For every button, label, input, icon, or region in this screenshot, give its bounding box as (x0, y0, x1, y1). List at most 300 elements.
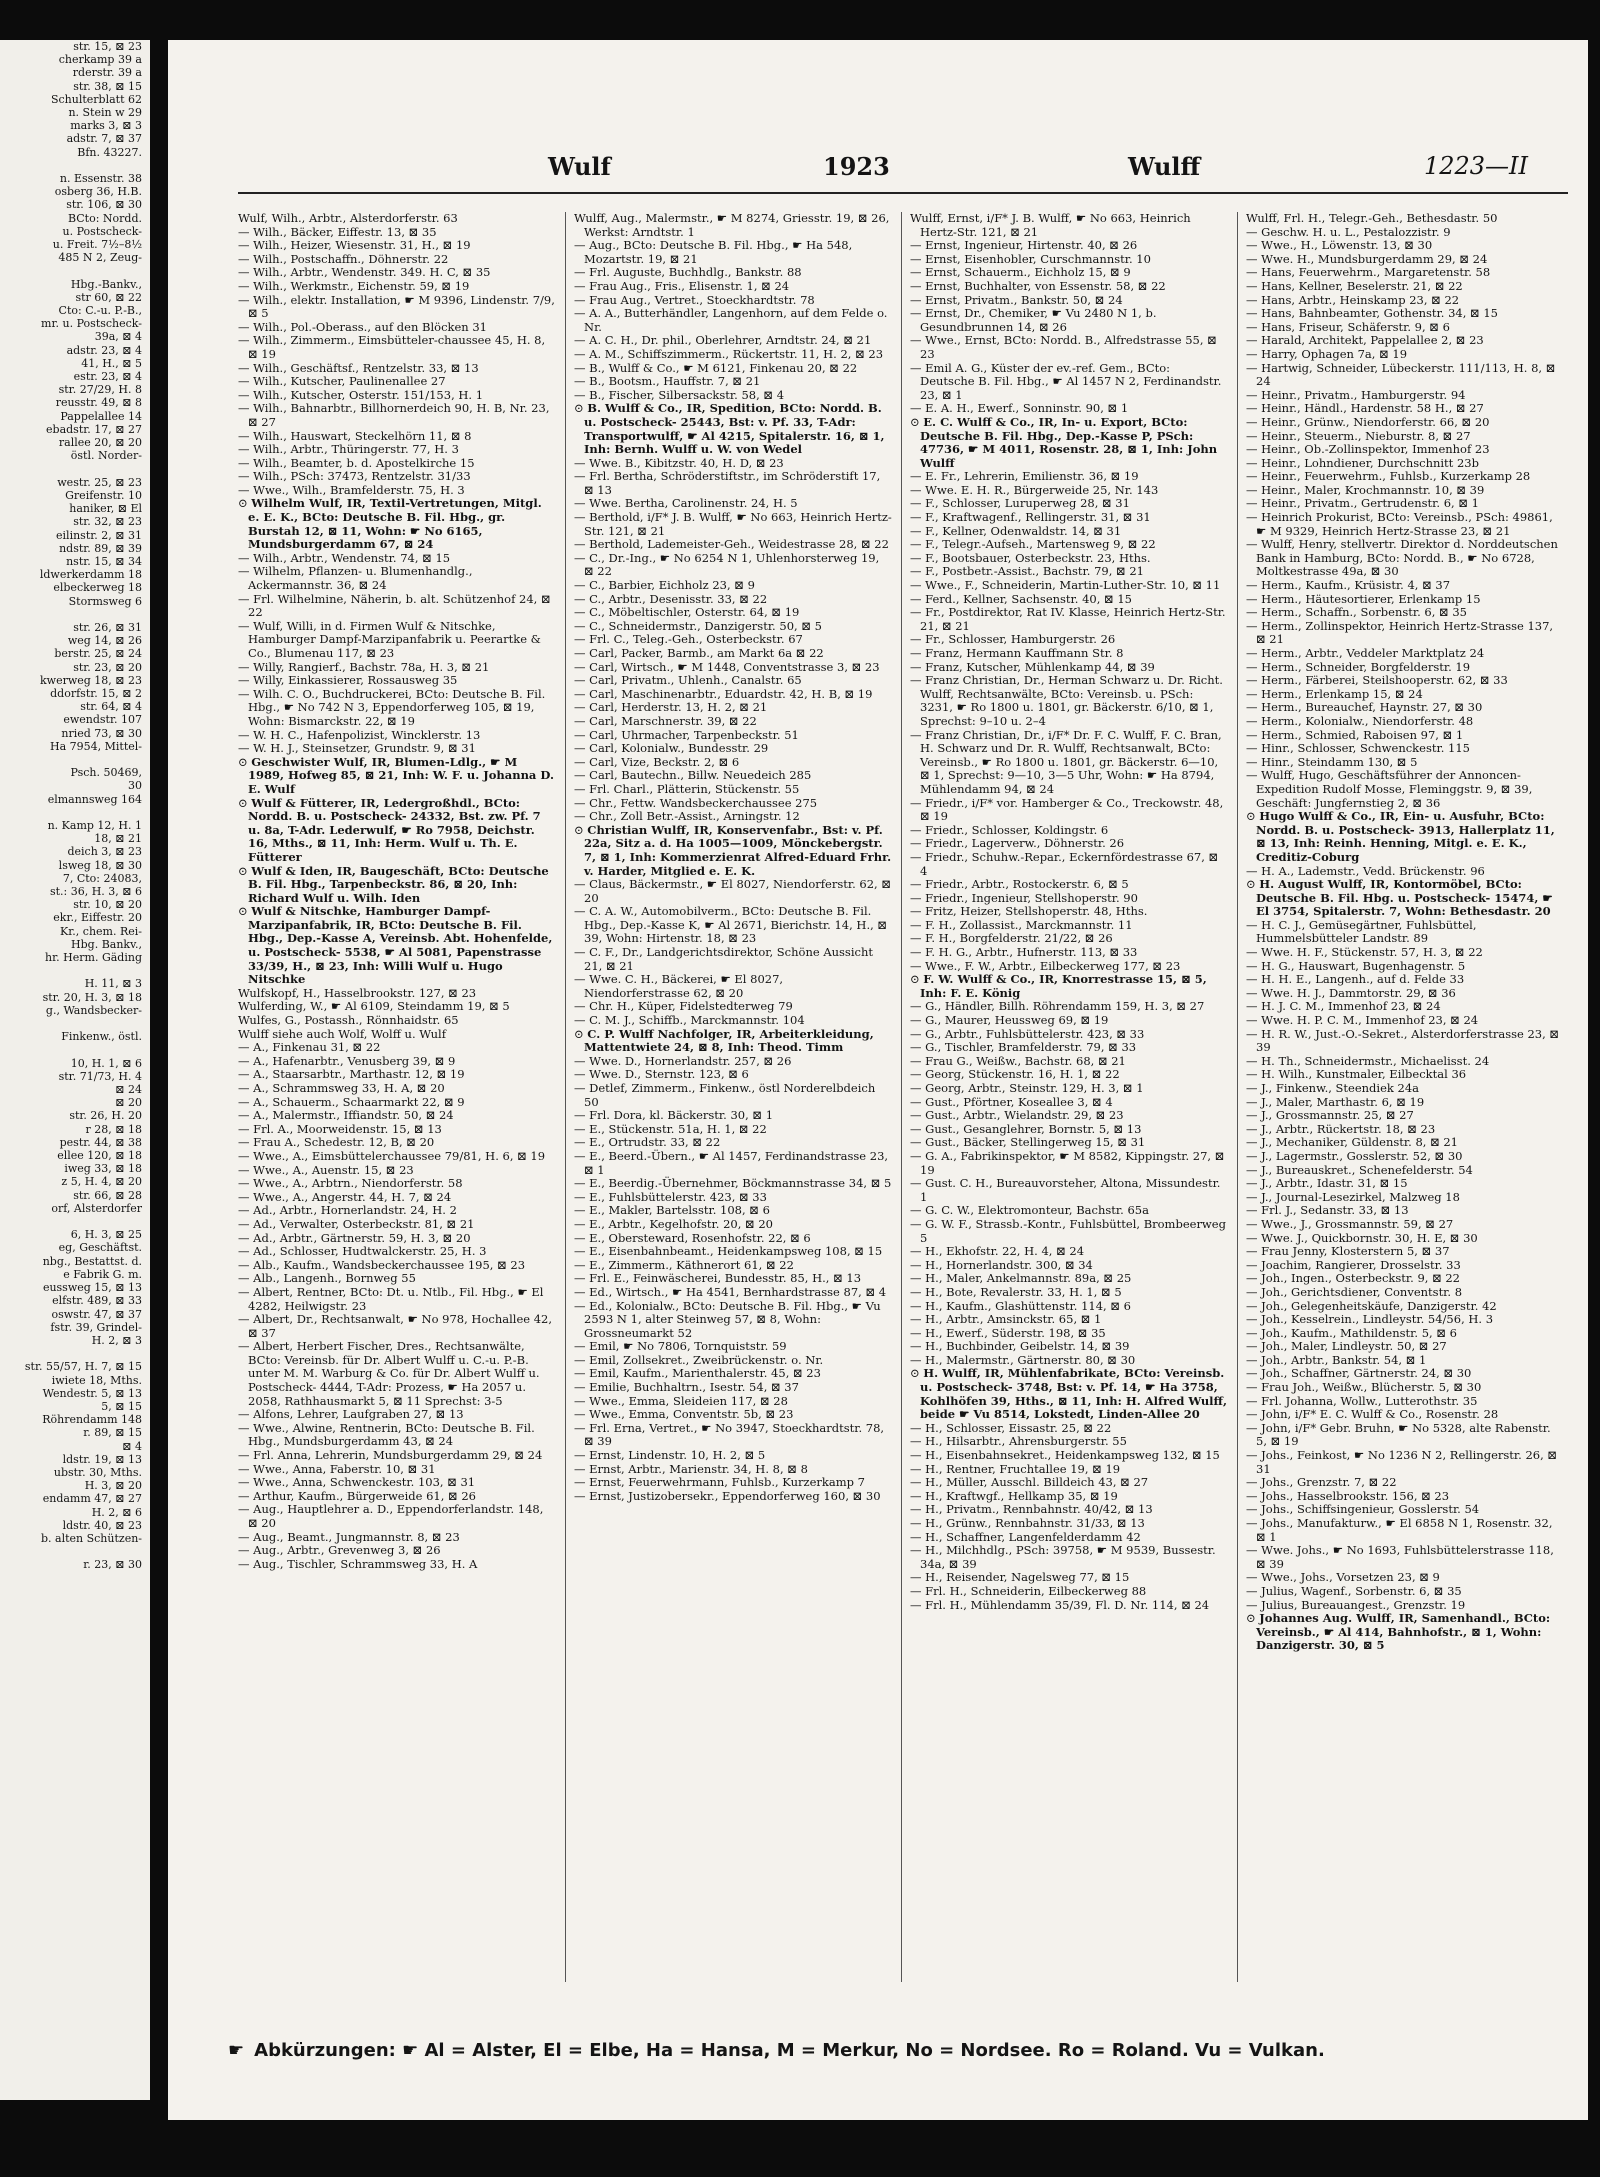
sliver-line: str. 26, H. 20 (69, 1109, 142, 1123)
directory-entry: — Herm., Schaffn., Sorbenstr. 6, ⊠ 35 (1246, 605, 1467, 620)
sliver-line: ellee 120, ⊠ 18 (57, 1149, 142, 1163)
directory-entry: — Ernst, Schauerm., Eichholz 15, ⊠ 9 (910, 265, 1131, 280)
directory-entry: — Herm., Häutesortierer, Erlenkamp 15 (1246, 591, 1481, 606)
sliver-line: r. 23, ⊠ 30 (83, 1558, 142, 1572)
sliver-line: z 5, H. 4, ⊠ 20 (61, 1175, 142, 1189)
directory-entry: — E., Stückenstr. 51a, H. 1, ⊠ 22 (574, 1121, 767, 1136)
directory-entry: — Alb., Langenh., Bornweg 55 (238, 1271, 416, 1286)
directory-entry: — Carl, Uhrmacher, Tarpenbeckstr. 51 (574, 727, 799, 742)
directory-entry: — J., Finkenw., Steendiek 24a (1246, 1081, 1420, 1095)
directory-entry: — Ernst, Eisenhobler, Curschmannstr. 10 (910, 251, 1151, 266)
directory-entry: — Aug., Arbtr., Grevenweg 3, ⊠ 26 (238, 1543, 441, 1558)
directory-entry: — H., Hilsarbtr., Ahrensburgerstr. 55 (910, 1434, 1127, 1449)
directory-entry: — F. H., Borgfelderstr. 21/22, ⊠ 26 (910, 931, 1113, 946)
directory-entry: — Carl, Herderstr. 13, H. 2, ⊠ 21 (574, 700, 768, 715)
directory-entry: — Frl. H., Mühlendamm 35/39, Fl. D. Nr. 114, ⊠ 24 (910, 1597, 1210, 1612)
directory-entry: — Wwe. D., Hornerlandstr. 257, ⊠ 26 (574, 1053, 792, 1068)
directory-entry: — Hans, Kellner, Beselerstr. 21, ⊠ 22 (1246, 278, 1463, 293)
firm-entry: ⊙ Johannes Aug. Wulff, IR, Samenhandl., BCto: Vereinsb., ☛ Al 414, Bahnhofstr., ⊠ 1, Wohn: Danzigerstr. 30, ⊠ 5 (1246, 1612, 1564, 1653)
directory-entry: — Frau Aug., Vertret., Stoeckhardtstr. 78 (574, 292, 815, 307)
directory-entry: — Frl. Anna, Lehrerin, Mundsburgerdamm 29, ⊠ 24 (238, 1448, 543, 1463)
directory-entry: — H., Rentner, Fruchtallee 19, ⊠ 19 (910, 1461, 1121, 1476)
directory-entry: — J., Mechaniker, Güldenstr. 8, ⊠ 21 (1246, 1135, 1458, 1150)
directory-entry: — Emil, ☛ No 7806, Tornquiststr. 59 (574, 1339, 787, 1354)
directory-entry: — Herm., Erlenkamp 15, ⊠ 24 (1246, 686, 1423, 701)
directory-entry: — H. A., Lademstr., Vedd. Brückenstr. 96 (1246, 863, 1485, 878)
directory-entry: — F. H., Zollassist., Marckmannstr. 11 (910, 917, 1133, 932)
sliver-line: westr. 25, ⊠ 23 (57, 475, 142, 489)
sliver-line: 6, H. 3, ⊠ 25 (70, 1228, 142, 1242)
directory-entry: — Willy, Einkassierer, Rossausweg 35 (238, 673, 458, 688)
sliver-line: str. 38, ⊠ 15 (73, 79, 142, 93)
directory-entry: — Emil, Zollsekret., Zweibrückenstr. o. Nr. (574, 1352, 824, 1367)
sliver-line: adstr. 23, ⊠ 4 (66, 343, 142, 357)
directory-entry: — E., Eisenbahnbeamt., Heidenkampsweg 108, ⊠ 15 (574, 1244, 883, 1259)
sliver-line: 5, ⊠ 15 (101, 1399, 142, 1413)
firm-entry: ⊙ F. W. Wulff & Co., IR, Knorrestrasse 15, ⊠ 5, Inh: F. E. König (910, 973, 1228, 1000)
directory-entry: — Wilh., elektr. Installation, ☛ M 9396, Lindenstr. 7/9, ⊠ 5 (238, 292, 555, 321)
column-divider (901, 212, 902, 1982)
directory-entry: — Frl. C., Teleg.-Geh., Osterbeckstr. 67 (574, 632, 803, 647)
sliver-line: str. 32, ⊠ 23 (73, 515, 142, 529)
sliver-line: nried 73, ⊠ 30 (61, 726, 142, 740)
directory-entry: — H., Müller, Ausschl. Billdeich 43, ⊠ 27 (910, 1475, 1149, 1490)
directory-entry: — E., Obersteward, Rosenhofstr. 22, ⊠ 6 (574, 1230, 811, 1245)
directory-entry: — Hans, Bahnbeamter, Gothenstr. 34, ⊠ 15 (1246, 306, 1498, 321)
directory-entry: — Wwe. H. J., Dammtorstr. 29, ⊠ 36 (1246, 985, 1456, 1000)
sliver-line: u. Postscheck- (62, 224, 142, 238)
directory-entry: — A. M., Schiffszimmerm., Rückertstr. 11, H. 2, ⊠ 23 (574, 346, 884, 361)
directory-entry: — H., Privatm., Rennbahnstr. 40/42, ⊠ 13 (910, 1502, 1153, 1517)
directory-entry: — Gust., Gesanglehrer, Bornstr. 5, ⊠ 13 (910, 1121, 1142, 1136)
directory-entry: — Frl. Auguste, Buchhdlg., Bankstr. 88 (574, 265, 802, 280)
directory-entry: — A., Schrammsweg 33, H. A, ⊠ 20 (238, 1081, 445, 1095)
sliver-line: rderstr. 39 a (72, 66, 142, 80)
directory-entry: — Herm., Schneider, Borgfelderstr. 19 (1246, 659, 1471, 674)
directory-entry: — B., Wulff & Co., ☛ M 6121, Finkenau 20, ⊠ 22 (574, 360, 858, 375)
directory-entry: — Georg, Stückenstr. 16, H. 1, ⊠ 22 (910, 1067, 1120, 1082)
directory-entry: — Frau A., Schedestr. 12, B, ⊠ 20 (238, 1135, 435, 1150)
directory-entry: — Arthur, Kaufm., Bürgerweide 61, ⊠ 26 (238, 1488, 476, 1503)
directory-entry: — Frau Joh., Weißw., Blücherstr. 5, ⊠ 30 (1246, 1380, 1482, 1395)
directory-entry: — H., Buchbinder, Geibelstr. 14, ⊠ 39 (910, 1339, 1130, 1354)
directory-entry: — Wwe., Anna, Faberstr. 10, ⊠ 31 (238, 1461, 436, 1476)
sliver-line (0, 806, 150, 819)
directory-entry: — John, i/F* E. C. Wulff & Co., Rosenstr. 28 (1246, 1407, 1499, 1422)
directory-entry: — Wulf, Willi, in d. Firmen Wulf & Nitschke, Hamburger Dampf-Marzipanfabrik u. Peerartke & Co., Blumenau 117, ⊠ 23 (238, 618, 541, 660)
directory-entry: — Wilh. C. O., Buchdruckerei, BCto: Deutsche B. Fil. Hbg., ☛ No 742 N 3, Eppendorferweg 105, ⊠ 19, Wohn: Bismarckstr. 22, ⊠ 19 (238, 686, 546, 728)
firm-entry: ⊙ Wilhelm Wulf, IR, Textil-Vertretungen, Mitgl. e. E. K., BCto: Deutsche B. Fil. Hbg., gr. Burstah 12, ⊠ 11, Wohn: ☛ No 6165, Mundsburgerdamm 67, ⊠ 24 (238, 497, 556, 551)
directory-entry: — Johs., Grenzstr. 7, ⊠ 22 (1246, 1475, 1397, 1490)
directory-entry: — G., Händler, Billh. Röhrendamm 159, H. 3, ⊠ 27 (910, 999, 1205, 1014)
directory-entry: — Friedr., Schlosser, Koldingstr. 6 (910, 822, 1109, 837)
directory-entry: — Ernst, Arbtr., Marienstr. 34, H. 8, ⊠ 8 (574, 1461, 808, 1476)
directory-entry: — F., Kellner, Odenwaldstr. 14, ⊠ 31 (910, 523, 1122, 538)
directory-entry: — Alfons, Lehrer, Laufgraben 27, ⊠ 13 (238, 1407, 464, 1422)
directory-entry: — Chr., Zoll Betr.-Assist., Arningstr. 12 (574, 809, 800, 824)
directory-entry: — Wilh., Bahnarbtr., Billhornerdeich 90, H. B, Nr. 23, ⊠ 27 (238, 401, 550, 429)
sliver-line: 18, ⊠ 21 (94, 832, 142, 846)
directory-entry: — Ad., Arbtr., Hornerlandstr. 24, H. 2 (238, 1203, 457, 1218)
directory-entry: — Gust., Arbtr., Wielandstr. 29, ⊠ 23 (910, 1108, 1124, 1123)
firm-entry: ⊙ Wulf & Fütterer, IR, Ledergroßhdl., BCto: Nordd. B. u. Postscheck- 24332, Bst. zw. Pf. 7 u. 8a, T-Adr. Lederwulf, ☛ Ro 7958, Deichstr. 16, Mths., ⊠ 11, Inh: Herm. Wulf u. Th. E. Fütterer (238, 797, 556, 865)
sliver-line: adstr. 7, ⊠ 37 (66, 132, 142, 146)
directory-entry: — Carl, Kolonialw., Bundesstr. 29 (574, 741, 769, 756)
directory-entry: — C., Schneidermstr., Danzigerstr. 50, ⊠ 5 (574, 618, 822, 633)
directory-entry: — H., Bote, Revalerstr. 33, H. 1, ⊠ 5 (910, 1284, 1122, 1299)
directory-entry: — E., Arbtr., Kegelhofstr. 20, ⊠ 20 (574, 1216, 773, 1231)
sliver-line: orf, Alsterdorfer (51, 1201, 142, 1215)
header-right-name: Wulff (1128, 152, 1201, 181)
directory-entry: — Aug., BCto: Deutsche B. Fil. Hbg., ☛ Ha 548, Mozartstr. 19, ⊠ 21 (574, 238, 853, 266)
directory-entry: — Wulff, Hugo, Geschäftsführer der Annoncen-Expedition Rudolf Mosse, Fleminggstr. 9, ⊠ 39, Geschäft: Jungfernstieg 2, ⊠ 36 (1246, 768, 1533, 810)
directory-entry: — Wwe., A., Arbtrn., Niendorferstr. 58 (238, 1176, 463, 1191)
directory-entry: — Friedr., Lagerverw., Döhnerstr. 26 (910, 836, 1125, 851)
firm-entry: ⊙ H. August Wulff, IR, Kontormöbel, BCto: Deutsche B. Fil. Hbg. u. Postscheck- 15474, ☛ El 3754, Spitalerstr. 7, Wohn: Bethesdastr. 20 (1246, 878, 1564, 919)
sliver-line: ⊠ 24 (115, 1083, 142, 1097)
page-number: 1223—II (1423, 152, 1528, 180)
sliver-line: Kr., chem. Rei- (60, 924, 142, 938)
directory-entry: — E., Makler, Bartelsstr. 108, ⊠ 6 (574, 1203, 770, 1218)
directory-entry: — Julius, Wagenf., Sorbenstr. 6, ⊠ 35 (1246, 1583, 1462, 1598)
directory-entry: — H. Wilh., Kunstmaler, Eilbecktal 36 (1246, 1067, 1467, 1082)
directory-entry: — Friedr., Ingenieur, Stellshoperstr. 90 (910, 890, 1138, 905)
directory-entry: — Wwe., F. W., Arbtr., Eilbeckerweg 177, ⊠ 23 (910, 958, 1181, 973)
sliver-line: eg, Geschäftst. (58, 1241, 142, 1255)
directory-entry: — B., Fischer, Silbersackstr. 58, ⊠ 4 (574, 387, 785, 402)
sliver-line: Bfn. 43227. (77, 145, 142, 159)
directory-entry: — Wwe. H., Mundsburgerdamm 29, ⊠ 24 (1246, 251, 1488, 266)
sliver-line: Psch. 50469, (70, 766, 142, 780)
directory-entry: — Hans, Arbtr., Heinskamp 23, ⊠ 22 (1246, 292, 1460, 307)
directory-entry: — A. C. H., Dr. phil., Oberlehrer, Arndtstr. 24, ⊠ 21 (574, 333, 872, 348)
directory-entry: — Wilh., Kutscher, Paulinenallee 27 (238, 374, 446, 389)
directory-entry: — Wilh., Hauswart, Steckelhörn 11, ⊠ 8 (238, 428, 472, 443)
column-1 (238, 212, 556, 1982)
directory-entry: — Franz Christian, Dr., i/F* Dr. F. C. Wulff, F. C. Bran, H. Schwarz und Dr. R. Wulff, Rechtsanwalt, BCto: Vereinsb., ☛ Ro 1800 u. 1801, gr. Bäckerstr. 6—10, ⊠ 1, Sprechst: 9—10, 3—5 Uhr, Wohn: ☛ Ha 8794, Mühlendamm 94, ⊠ 24 (910, 727, 1222, 796)
sliver-line (0, 463, 150, 476)
directory-entry: — W. H. J., Steinsetzer, Grundstr. 9, ⊠ 31 (238, 741, 476, 756)
directory-entry: — Heinr., Feuerwehrm., Fuhlsb., Kurzerkamp 28 (1246, 469, 1531, 484)
directory-entry: — E., Fuhlsbüttelerstr. 423, ⊠ 33 (574, 1189, 767, 1204)
directory-entry: — Fr., Postdirektor, Rat IV. Klasse, Heinrich Hertz-Str. 21, ⊠ 21 (910, 605, 1226, 633)
directory-entry: — Heinr., Ob.-Zollinspektor, Immenhof 23 (1246, 442, 1490, 457)
directory-entry: — A., Finkenau 31, ⊠ 22 (238, 1040, 381, 1055)
sliver-line: Pappelallee 14 (60, 409, 142, 423)
sliver-line: eussweg 15, ⊠ 13 (42, 1281, 142, 1295)
directory-entry: Wulfskopf, H., Hasselbrookstr. 127, ⊠ 23 (238, 985, 477, 1000)
directory-entry: — Wwe., H., Löwenstr. 13, ⊠ 30 (1246, 238, 1433, 253)
sliver-line: nbg., Bestattst. d. (42, 1254, 142, 1268)
sliver-line (0, 753, 150, 766)
directory-entry: — Ernst, Buchhalter, von Essenstr. 58, ⊠ 22 (910, 278, 1166, 293)
directory-entry: — Heinr., Grünw., Niendorferstr. 66, ⊠ 20 (1246, 414, 1490, 429)
directory-entry: — Wilh., PSch: 37473, Rentzelstr. 31/33 (238, 469, 471, 484)
directory-entry: — Frl. H., Schneiderin, Eilbeckerweg 88 (910, 1583, 1147, 1598)
directory-entry: — Aug., Tischler, Schrammsweg 33, H. A (238, 1556, 478, 1571)
directory-entry: — Carl, Privatm., Uhlenh., Canalstr. 65 (574, 673, 802, 688)
directory-entry: — Wwe. J., Quickbornstr. 30, H. E, ⊠ 30 (1246, 1230, 1478, 1245)
directory-entry: — Frl. Wilhelmine, Näherin, b. alt. Schützenhof 24, ⊠ 22 (238, 591, 551, 620)
firm-entry: ⊙ B. Wulff & Co., IR, Spedition, BCto: Nordd. B. u. Postscheck- 25443, Bst: v. Pf. 33, T-Adr: Transportwulff, ☛ Al 4215, Spitalerstr. 16, ⊠ 1, Inh: Bernh. Wulff u. W. von Wedel (574, 402, 892, 456)
directory-entry: — Herm., Kaufm., Krüsistr. 4, ⊠ 37 (1246, 578, 1451, 593)
directory-entry: — Wwe., A., Auenstr. 15, ⊠ 23 (238, 1162, 414, 1177)
sliver-line (0, 964, 150, 977)
directory-entry: — Gust., Bäcker, Stellingerweg 15, ⊠ 31 (910, 1135, 1146, 1150)
directory-entry: — E. Fr., Lehrerin, Emilienstr. 36, ⊠ 19 (910, 469, 1139, 484)
directory-entry: Wulff, Aug., Malermstr., ☛ M 8274, Griesstr. 19, ⊠ 26, Werkst: Arndtstr. 1 (574, 212, 890, 239)
directory-entry: — Wwe., Emma, Conventstr. 5b, ⊠ 23 (574, 1407, 794, 1422)
sliver-line: Röhrendamm 148 (42, 1413, 142, 1427)
sliver-line: oswstr. 47, ⊠ 37 (51, 1307, 142, 1321)
directory-entry: — Wwe., Emma, Sleideien 117, ⊠ 28 (574, 1393, 788, 1408)
firm-entry: ⊙ H. Wulff, IR, Mühlenfabrikate, BCto: Vereinsb. u. Postscheck- 3748, Bst: v. Pf. 14, ☛ Ha 3758, Kohlhöfen 39, Hths., ⊠ 11, Inh: H. Alfred Wulff, beide ☛ Vu 8514, Lokstedt, Linden-Allee 20 (910, 1367, 1228, 1421)
directory-entry: — Ed., Kolonialw., BCto: Deutsche B. Fil. Hbg., ☛ Vu 2593 N 1, alter Steinweg 57, ⊠ 8, Wohn: Grossneumarkt 52 (574, 1298, 881, 1340)
directory-entry: — Wilh., Geschäftsf., Rentzelstr. 33, ⊠ 13 (238, 360, 479, 375)
directory-entry: — G., Arbtr., Fuhlsbüttelerstr. 423, ⊠ 33 (910, 1026, 1145, 1041)
directory-entry: — H., Ewerf., Süderstr. 198, ⊠ 35 (910, 1325, 1106, 1340)
directory-entry: — J., Maler, Marthastr. 6, ⊠ 19 (1246, 1094, 1425, 1109)
sliver-line: endamm 47, ⊠ 27 (42, 1492, 142, 1506)
directory-entry: — G. A., Fabrikinspektor, ☛ M 8582, Kippingstr. 27, ⊠ 19 (910, 1148, 1225, 1177)
directory-entry: — Wilh., Heizer, Wiesenstr. 31, H., ⊠ 19 (238, 238, 471, 253)
directory-entry: — Joh., Arbtr., Bankstr. 54, ⊠ 1 (1246, 1352, 1427, 1367)
firm-entry: ⊙ Christian Wulff, IR, Konservenfabr., Bst: v. Pf. 22a, Sitz a. d. Ha 1005—1009, Mönckebergstr. 7, ⊠ 1, Inh: Kommerzienrat Alfred-Eduard Frhr. v. Harder, Mitglied e. E. K. (574, 824, 892, 878)
directory-entry: — C., Möbeltischler, Osterstr. 64, ⊠ 19 (574, 605, 800, 620)
directory-entry: — Ad., Arbtr., Gärtnerstr. 59, H. 3, ⊠ 20 (238, 1230, 471, 1245)
directory-entry: — Wilh., Werkmstr., Eichenstr. 59, ⊠ 19 (238, 278, 470, 293)
directory-entry: — Heinr., Privatm., Hamburgerstr. 94 (1246, 387, 1466, 402)
sliver-line (0, 159, 150, 172)
page-header (168, 152, 1588, 192)
sliver-line: u. Freit. 7½–8½ (52, 238, 142, 252)
sliver-line: fstr. 39, Grindel- (50, 1320, 142, 1334)
directory-entry: — Wilh., Postschaffn., Döhnerstr. 22 (238, 251, 449, 266)
directory-entry: — Julius, Bureauangest., Grenzstr. 19 (1246, 1597, 1466, 1612)
directory-entry: — F., Bootsbauer, Osterbeckstr. 23, Hths. (910, 550, 1151, 565)
abbreviations-footer (228, 2040, 1588, 2061)
sliver-line: ddorfstr. 15, ⊠ 2 (50, 686, 142, 700)
sliver-line: 7, Cto: 24083, (62, 871, 142, 885)
firm-entry: ⊙ Wulf & Iden, IR, Baugeschäft, BCto: Deutsche B. Fil. Hbg., Tarpenbeckstr. 86, ⊠ 20, Inh: Richard Wulf u. Wilh. Iden (238, 865, 556, 906)
directory-entry: — H. H. E., Langenh., auf d. Felde 33 (1246, 972, 1465, 987)
directory-entry: — Hartwig, Schneider, Lübeckerstr. 111/113, H. 8, ⊠ 24 (1246, 360, 1556, 389)
directory-entry: — Carl, Maschinenarbtr., Eduardstr. 42, H. B, ⊠ 19 (574, 686, 873, 701)
directory-entry: — C., Arbtr., Desenisstr. 33, ⊠ 22 (574, 591, 768, 606)
sliver-line: ldwerkerdamm 18 (39, 568, 142, 582)
directory-entry: — Ernst, Feuerwehrmann, Fuhlsb., Kurzerkamp 7 (574, 1475, 865, 1490)
directory-entry: — Ernst, Lindenstr. 10, H. 2, ⊠ 5 (574, 1448, 766, 1463)
directory-entry: — John, i/F* Gebr. Bruhn, ☛ No 5328, alte Rabenstr. 5, ⊠ 19 (1246, 1420, 1551, 1449)
directory-entry: — Herm., Arbtr., Veddeler Marktplatz 24 (1246, 646, 1485, 660)
directory-entry: — Wilh., Pol.-Oberass., auf den Blöcken 31 (238, 319, 488, 334)
sliver-line: iwiete 18, Mths. (51, 1373, 142, 1387)
directory-entry: — Joh., Maler, Lindleystr. 50, ⊠ 27 (1246, 1339, 1447, 1354)
header-year: 1923 (823, 152, 890, 181)
directory-entry: — Joachim, Rangierer, Drosselstr. 33 (1246, 1257, 1461, 1272)
sliver-line: Stormsweg 6 (68, 594, 142, 608)
directory-entry: — Frl. E., Feinwäscherei, Bundesstr. 85, H., ⊠ 13 (574, 1271, 862, 1286)
sliver-line: östl. Norder- (70, 449, 142, 463)
column-divider (1237, 212, 1238, 1982)
directory-entry: — Joh., Ingen., Osterbeckstr. 9, ⊠ 22 (1246, 1271, 1461, 1286)
directory-entry: — Wilh., Zimmerm., Eimsbütteler-chaussee 45, H. 8, ⊠ 19 (238, 333, 546, 361)
directory-entry: — Frl. Johanna, Wollw., Lutterothstr. 35 (1246, 1393, 1478, 1408)
sliver-line: ⊠ 4 (122, 1439, 142, 1453)
directory-entry: — Wulff, Henry, stellvertr. Direktor d. Norddeutschen Bank in Hamburg, BCto: Nordd. B., ☛ No 6728, Moltkestrasse 49a, ⊠ 30 (1246, 537, 1558, 579)
sliver-line: H. 11, ⊠ 3 (84, 977, 142, 991)
sliver-line (0, 608, 150, 621)
directory-entry: — H., Hornerlandstr. 300, ⊠ 34 (910, 1257, 1093, 1272)
directory-entry: — W. H. C., Hafenpolizist, Wincklerstr. 13 (238, 727, 481, 742)
directory-entry: — Wwe., J., Grossmannstr. 59, ⊠ 27 (1246, 1216, 1454, 1231)
column-4 (1246, 212, 1564, 1982)
directory-entry: — Joh., Kaufm., Mathildenstr. 5, ⊠ 6 (1246, 1325, 1457, 1340)
sliver-line: ekr., Eiffestr. 20 (53, 911, 142, 925)
sliver-line: Ha 7954, Mittel- (49, 739, 142, 753)
sliver-line: Hbg.-Bankv., (70, 277, 142, 291)
sliver-line (0, 1545, 150, 1558)
directory-entry: — Emil A. G., Küster der ev.-ref. Gem., BCto: Deutsche B. Fil. Hbg., ☛ Al 1457 N 2, Ferdinandstr. 23, ⊠ 1 (910, 360, 1222, 402)
sliver-line: ldstr. 40, ⊠ 23 (62, 1518, 142, 1532)
directory-entry: — Frl. Bertha, Schröderstiftstr., im Schröderstift 17, ⊠ 13 (574, 469, 881, 497)
sliver-line: r 28, ⊠ 18 (85, 1122, 142, 1136)
directory-entry: — Chr., Fettw. Wandsbeckerchaussee 275 (574, 795, 818, 810)
previous-page-sliver (0, 40, 150, 2100)
directory-entry: — Ernst, Ingenieur, Hirtenstr. 40, ⊠ 26 (910, 238, 1138, 253)
directory-entry: — Herm., Zollinspektor, Heinrich Hertz-Strasse 137, ⊠ 21 (1246, 618, 1554, 647)
sliver-line: 39a, ⊠ 4 (94, 330, 142, 344)
directory-entry: — H., Maler, Ankelmannstr. 89a, ⊠ 25 (910, 1271, 1132, 1286)
directory-entry: — Aug., Beamt., Jungmannstr. 8, ⊠ 23 (238, 1529, 460, 1544)
directory-entry: — Hinr., Schlosser, Schwenckestr. 115 (1246, 741, 1470, 756)
directory-entry: Wulferding, W., ☛ Al 6109, Steindamm 19, ⊠ 5 (238, 999, 510, 1014)
directory-entry: — Johs., Schiffsingenieur, Gosslerstr. 54 (1246, 1502, 1480, 1517)
directory-entry: — F., Telegr.-Aufseh., Martensweg 9, ⊠ 22 (910, 537, 1156, 552)
sliver-line: ⊠ 20 (115, 1096, 142, 1110)
directory-entry: — J., Bureauskret., Schenefelderstr. 54 (1246, 1162, 1473, 1177)
directory-entry: — Carl, Wirtsch., ☛ M 1448, Conventstrasse 3, ⊠ 23 (574, 659, 880, 674)
sliver-line: Cto: C.-u. P.-B., (58, 304, 142, 318)
directory-entry: — Wwe., A., Angerstr. 44, H. 7, ⊠ 24 (238, 1189, 452, 1204)
sliver-line: str. 64, ⊠ 4 (80, 700, 142, 714)
directory-entry: — Wilh., Bäcker, Eiffestr. 13, ⊠ 35 (238, 224, 437, 239)
directory-entry: — Ed., Wirtsch., ☛ Ha 4541, Bernhardstrasse 87, ⊠ 4 (574, 1284, 887, 1299)
directory-entry: — Joh., Gelegenheitskäufe, Danzigerstr. 42 (1246, 1298, 1497, 1313)
sliver-line (0, 1215, 150, 1228)
directory-entry: — Johs., Hasselbrookstr. 156, ⊠ 23 (1246, 1488, 1450, 1503)
sliver-line: elmannsweg 164 (47, 792, 142, 806)
sliver-line: estr. 23, ⊠ 4 (73, 370, 142, 384)
directory-entry: — Wilh., Kutscher, Osterstr. 151/153, H. 1 (238, 387, 484, 402)
directory-entry: — G., Maurer, Heussweg 69, ⊠ 19 (910, 1013, 1109, 1028)
directory-entry: — J., Lagermstr., Gosslerstr. 52, ⊠ 30 (1246, 1148, 1463, 1163)
sliver-line: reusstr. 49, ⊠ 8 (55, 396, 142, 410)
directory-entry: — G. W. F., Strassb.-Kontr., Fuhlsbüttel, Brombeerweg 5 (910, 1216, 1226, 1245)
directory-entry: — Herm., Schmied, Raboisen 97, ⊠ 1 (1246, 727, 1464, 742)
directory-entry: — H. J. C. M., Immenhof 23, ⊠ 24 (1246, 999, 1441, 1014)
sliver-line: Schulterblatt 62 (50, 92, 142, 106)
sliver-line: weg 14, ⊠ 26 (67, 634, 142, 648)
sliver-line: str. 55/57, H. 7, ⊠ 15 (24, 1360, 142, 1374)
directory-entry: — Wwe. D., Sternstr. 123, ⊠ 6 (574, 1067, 749, 1082)
directory-entry: — F. H. G., Arbtr., Hufnerstr. 113, ⊠ 33 (910, 945, 1138, 960)
directory-entry: — Joh., Kesselrein., Lindleystr. 54/56, H. 3 (1246, 1312, 1494, 1327)
sliver-line: 30 (128, 779, 142, 793)
directory-entry: — A., Malermstr., Iffiandstr. 50, ⊠ 24 (238, 1108, 454, 1123)
directory-entry: — E., Beerdig.-Übernehmer, Böckmannstrasse 34, ⊠ 5 (574, 1176, 892, 1191)
directory-entry: — H., Eisenbahnsekret., Heidenkampsweg 132, ⊠ 15 (910, 1448, 1220, 1463)
directory-entry: — Chr. H., Küper, Fidelstedterweg 79 (574, 999, 793, 1014)
sliver-line: 485 N 2, Zeug- (58, 251, 142, 265)
directory-page (168, 40, 1588, 2120)
directory-entry: — A. A., Butterhändler, Langenhorn, auf dem Felde o. Nr. (574, 306, 888, 334)
directory-entry: — Joh., Gerichtsdiener, Conventstr. 8 (1246, 1284, 1463, 1299)
directory-entry: — C. M. J., Schiffb., Marckmannstr. 104 (574, 1013, 805, 1028)
directory-entry: — Heinr., Privatm., Gertrudenstr. 6, ⊠ 1 (1246, 496, 1479, 511)
directory-entry: — C. A. W., Automobilverm., BCto: Deutsche B. Fil. Hbg., Dep.-Kasse K, ☛ Al 2671, Bierichstr. 14, H., ⊠ 39, Wohn: Hirtenstr. 18, ⊠ 23 (574, 904, 888, 946)
directory-entry: — Wilh., Beamter, b. d. Apostelkirche 15 (238, 455, 475, 470)
directory-entry: — G., Tischler, Bramfelderstr. 79, ⊠ 33 (910, 1040, 1137, 1055)
directory-entry: — Georg, Arbtr., Steinstr. 129, H. 3, ⊠ 1 (910, 1081, 1144, 1095)
directory-entry: — Friedr., Schuhw.-Repar., Eckernfördestrasse 67, ⊠ 4 (910, 849, 1219, 878)
directory-entry: — Herm., Bureauchef, Haynstr. 27, ⊠ 30 (1246, 700, 1483, 715)
directory-entry: — Wilh., Arbtr., Thüringerstr. 77, H. 3 (238, 442, 459, 457)
header-rule (238, 192, 1568, 194)
directory-entry: — Wwe. Bertha, Carolinenstr. 24, H. 5 (574, 496, 798, 511)
directory-entry: — Friedr., i/F* vor. Hamberger & Co., Treckowstr. 48, ⊠ 19 (910, 795, 1224, 824)
directory-entry: — E., Zimmerm., Käthnerort 61, ⊠ 22 (574, 1257, 794, 1272)
directory-entry: — Wilh., Arbtr., Wendenstr. 349. H. C, ⊠ 35 (238, 265, 491, 280)
directory-entry: — Albert, Dr., Rechtsanwalt, ☛ No 978, Hochallee 42, ⊠ 37 (238, 1312, 552, 1340)
sliver-line: berstr. 25, ⊠ 24 (54, 647, 142, 661)
directory-entry: — Fritz, Heizer, Stellshoperstr. 48, Hths. (910, 904, 1148, 919)
sliver-line: Hbg. Bankv., (71, 937, 142, 951)
directory-entry: — H., Milchhdlg., PSch: 39758, ☛ M 9539, Bussestr. 34a, ⊠ 39 (910, 1543, 1216, 1571)
directory-entry: — Wwe. H. P. C. M., Immenhof 23, ⊠ 24 (1246, 1013, 1479, 1028)
firm-entry: ⊙ Wulf & Nitschke, Hamburger Dampf-Marzipanfabrik, IR, BCto: Deutsche B. Fil. Hbg., Dep.-Kasse A, Vereinsb. Abt. Hohenfelde, u. Postscheck- 5538, ☛ Al 5081, Papenstrasse 33/39, H., ⊠ 23, Inh: Willi Wulf u. Hugo Nitschke (238, 905, 556, 987)
sliver-line: str. 15, ⊠ 23 (73, 40, 142, 53)
directory-entry: — Heinr., Maler, Krochmannstr. 10, ⊠ 39 (1246, 482, 1485, 497)
sliver-line: str. 66, ⊠ 28 (73, 1188, 142, 1202)
directory-entry: — Claus, Bäckermstr., ☛ El 8027, Niendorferstr. 62, ⊠ 20 (574, 877, 891, 905)
sliver-line (0, 1347, 150, 1360)
sliver-line: H. 2, ⊠ 6 (91, 1505, 142, 1519)
directory-entry: — E., Ortrudstr. 33, ⊠ 22 (574, 1135, 721, 1150)
sliver-line: marks 3, ⊠ 3 (70, 119, 142, 133)
directory-entry: — E., Beerd.-Übern., ☛ Al 1457, Ferdinandstrasse 23, ⊠ 1 (574, 1148, 889, 1177)
directory-entry: — Harald, Architekt, Pappelallee 2, ⊠ 23 (1246, 333, 1484, 348)
directory-entry: — H., Schlosser, Eissastr. 25, ⊠ 22 (910, 1420, 1112, 1435)
directory-entry: — Wwe. B., Kibitzstr. 40, H. D, ⊠ 23 (574, 455, 784, 470)
sliver-line: str. 10, ⊠ 20 (73, 898, 142, 912)
directory-entry: — Detlef, Zimmerm., Finkenw., östl Norderelbdeich 50 (574, 1081, 876, 1109)
column-divider (565, 212, 566, 1982)
directory-entry: — Fr., Schlosser, Hamburgerstr. 26 (910, 632, 1116, 647)
sliver-line: str 60, ⊠ 22 (75, 290, 142, 304)
sliver-line: ebadstr. 17, ⊠ 27 (46, 422, 142, 436)
directory-entry: — H. G., Hauswart, Bugenhagenstr. 5 (1246, 958, 1466, 973)
sliver-line: H. 2, ⊠ 3 (91, 1333, 142, 1347)
directory-entry: — Heinr., Steuerm., Nieburstr. 8, ⊠ 27 (1246, 428, 1471, 443)
directory-entry: — H. Th., Schneidermstr., Michaelisst. 24 (1246, 1053, 1490, 1068)
sliver-line: lsweg 18, ⊠ 30 (58, 858, 142, 872)
directory-entry: — Ernst, Privatm., Bankstr. 50, ⊠ 24 (910, 292, 1123, 307)
directory-entry: — Heinrich Prokurist, BCto: Vereinsb., PSch: 49861, ☛ M 9329, Heinrich Hertz-Strasse 23, ⊠ 21 (1246, 510, 1553, 538)
directory-entry: — Emilie, Buchhaltrn., Isestr. 54, ⊠ 37 (574, 1380, 799, 1395)
directory-entry: — J., Arbtr., Rückertstr. 18, ⊠ 23 (1246, 1121, 1436, 1136)
firm-entry: ⊙ E. C. Wulff & Co., IR, In- u. Export, BCto: Deutsche B. Fil. Hbg., Dep.-Kasse P, PSch: 47736, ☛ M 4011, Rosenstr. 28, ⊠ 1, Inh: John Wulff (910, 416, 1228, 470)
